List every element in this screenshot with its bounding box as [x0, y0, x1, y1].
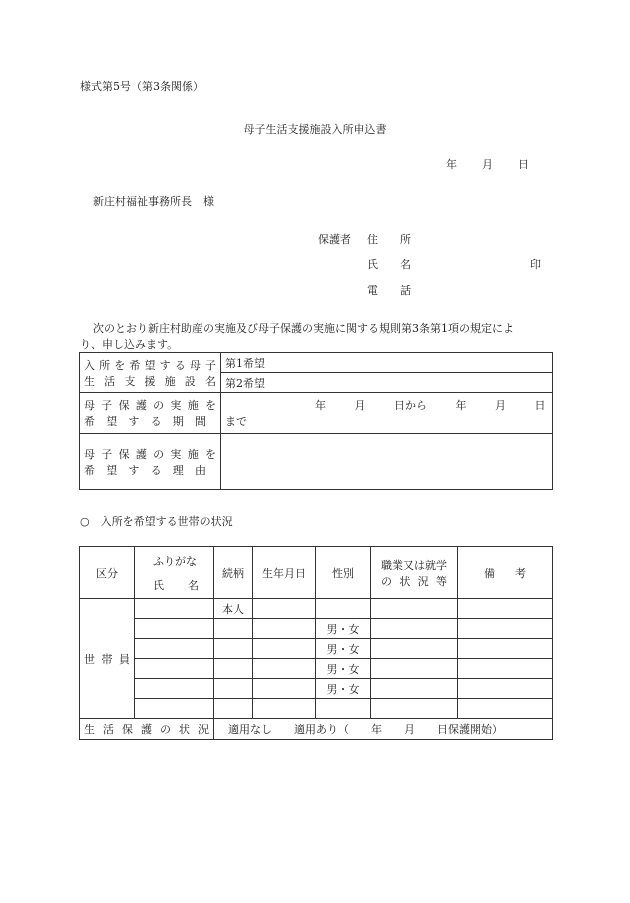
period-start-day: 日から [394, 399, 427, 412]
header-remarks-1: 備 [484, 566, 495, 580]
intro-line-1: 次のとおり新庄村助産の実施及び母子保護の実施に関する規則第3条第1項の規定によ [93, 322, 514, 335]
phone-label-2: 話 [400, 284, 411, 297]
header-name-2: 名 [188, 578, 199, 592]
intro-line-2: り、申し込みます。 [80, 338, 179, 351]
section2-heading: ○ 入所を希望する世帯の状況 [80, 515, 233, 528]
period-end-day: 日まで [225, 399, 546, 428]
occupation-cell[interactable] [371, 639, 458, 659]
birthdate-cell[interactable] [253, 639, 316, 659]
remarks-cell[interactable] [458, 619, 553, 639]
birthdate-cell[interactable] [253, 619, 316, 639]
table-row [80, 639, 553, 659]
welfare-label: 生 活 保 護 の 状 況 [84, 723, 209, 736]
facility-label-line2: 生 活 支 援 施 設 名 [84, 374, 216, 388]
phone-label-1: 電 [367, 284, 378, 297]
name-cell[interactable] [135, 639, 214, 659]
welfare-value-cell[interactable]: 適用なし 適用あり（ 年 月 日保護開始） [214, 719, 553, 740]
occupation-cell[interactable] [371, 679, 458, 699]
gender-cell[interactable]: 男・女 [316, 639, 371, 659]
application-table [79, 352, 553, 490]
occupation-cell[interactable] [371, 659, 458, 679]
relation-cell[interactable] [214, 639, 253, 659]
header-relation: 続柄 [214, 547, 253, 599]
header-name-cell [135, 547, 214, 599]
name-cell[interactable] [135, 699, 214, 719]
period-end-year: 年 [455, 399, 467, 412]
gender-cell[interactable]: 男・女 [316, 619, 371, 639]
relation-cell[interactable] [214, 659, 253, 679]
date-year-label: 年 [446, 158, 457, 171]
household-table [79, 546, 553, 740]
period-label-cell [80, 393, 221, 434]
reason-label-line2: 希 望 す る 理 由 [84, 463, 206, 477]
remarks-cell[interactable] [458, 659, 553, 679]
seal-mark: 印 [530, 258, 541, 271]
member-label: 世 帯 員 [84, 652, 130, 666]
birthdate-cell[interactable] [253, 659, 316, 679]
member-label-cell [80, 599, 135, 719]
period-end-month: 月 [495, 399, 506, 412]
occupation-cell[interactable] [371, 699, 458, 719]
choice2-label: 第2希望 [225, 376, 265, 390]
occupation-cell[interactable] [371, 619, 458, 639]
choice1-cell[interactable] [221, 353, 553, 373]
remarks-cell[interactable] [458, 639, 553, 659]
remarks-cell[interactable] [458, 699, 553, 719]
page-title: 母子生活支援施設入所申込書 [243, 123, 387, 136]
period-label-line2: 希 望 す る 期 間 [84, 415, 206, 428]
date-day-label: 日 [518, 158, 529, 171]
reason-label-cell [80, 434, 221, 490]
reason-label-line1: 母 子 保 護 の 実 施 を [84, 447, 216, 461]
period-start-year: 年 [315, 399, 326, 412]
birthdate-cell[interactable] [253, 679, 316, 699]
header-category: 区分 [80, 547, 135, 599]
name-cell[interactable] [135, 659, 214, 679]
header-remarks-2: 考 [515, 566, 526, 580]
header-name-1: 氏 [153, 578, 164, 592]
date-month-label: 月 [482, 158, 493, 171]
table-row [80, 679, 553, 699]
birthdate-cell[interactable] [253, 699, 316, 719]
name-label-1: 氏 [367, 258, 378, 271]
remarks-cell[interactable] [458, 679, 553, 699]
address-label-2: 所 [400, 233, 411, 246]
header-remarks [458, 547, 553, 599]
gender-cell[interactable] [316, 599, 371, 619]
relation-cell[interactable] [214, 619, 253, 639]
facility-label-line1: 入 所 を 希 望 す る 母 子 [84, 358, 216, 372]
period-start-month: 月 [354, 399, 366, 412]
name-cell[interactable] [135, 679, 214, 699]
occupation-cell[interactable] [371, 599, 458, 619]
address-label-1: 住 [367, 233, 378, 246]
guardian-label: 保護者 [318, 233, 351, 246]
name-cell[interactable] [135, 599, 214, 619]
period-label-line1: 母 子 保 護 の 実 施 を [84, 399, 216, 412]
table-row [80, 599, 553, 619]
name-cell[interactable] [135, 619, 214, 639]
gender-cell[interactable]: 男・女 [316, 659, 371, 679]
header-occupation [371, 547, 458, 599]
facility-label-cell [80, 353, 221, 393]
recipient: 新庄村福祉事務所長 様 [93, 195, 214, 208]
gender-cell[interactable]: 男・女 [316, 679, 371, 699]
relation-cell[interactable] [214, 679, 253, 699]
header-furigana: ふりがな [153, 554, 197, 568]
welfare-label-cell [80, 719, 214, 740]
table-row [80, 699, 553, 719]
gender-cell[interactable] [316, 699, 371, 719]
choice2-cell[interactable] [221, 373, 553, 393]
period-value-cell[interactable] [221, 393, 553, 434]
header-occupation-line2: の 状 況 等 [381, 574, 447, 588]
form-number: 様式第5号（第3条関係） [80, 80, 204, 93]
header-birthdate: 生年月日 [253, 547, 316, 599]
name-label-2: 名 [400, 258, 411, 271]
table-row [80, 619, 553, 639]
header-occupation-line1: 職業又は就学 [381, 558, 447, 572]
relation-cell[interactable]: 本人 [214, 599, 253, 619]
table-row [80, 659, 553, 679]
choice1-label: 第1希望 [225, 356, 265, 370]
remarks-cell[interactable] [458, 599, 553, 619]
reason-value-cell[interactable] [221, 434, 553, 490]
relation-cell[interactable] [214, 699, 253, 719]
birthdate-cell[interactable] [253, 599, 316, 619]
header-gender: 性別 [316, 547, 371, 599]
